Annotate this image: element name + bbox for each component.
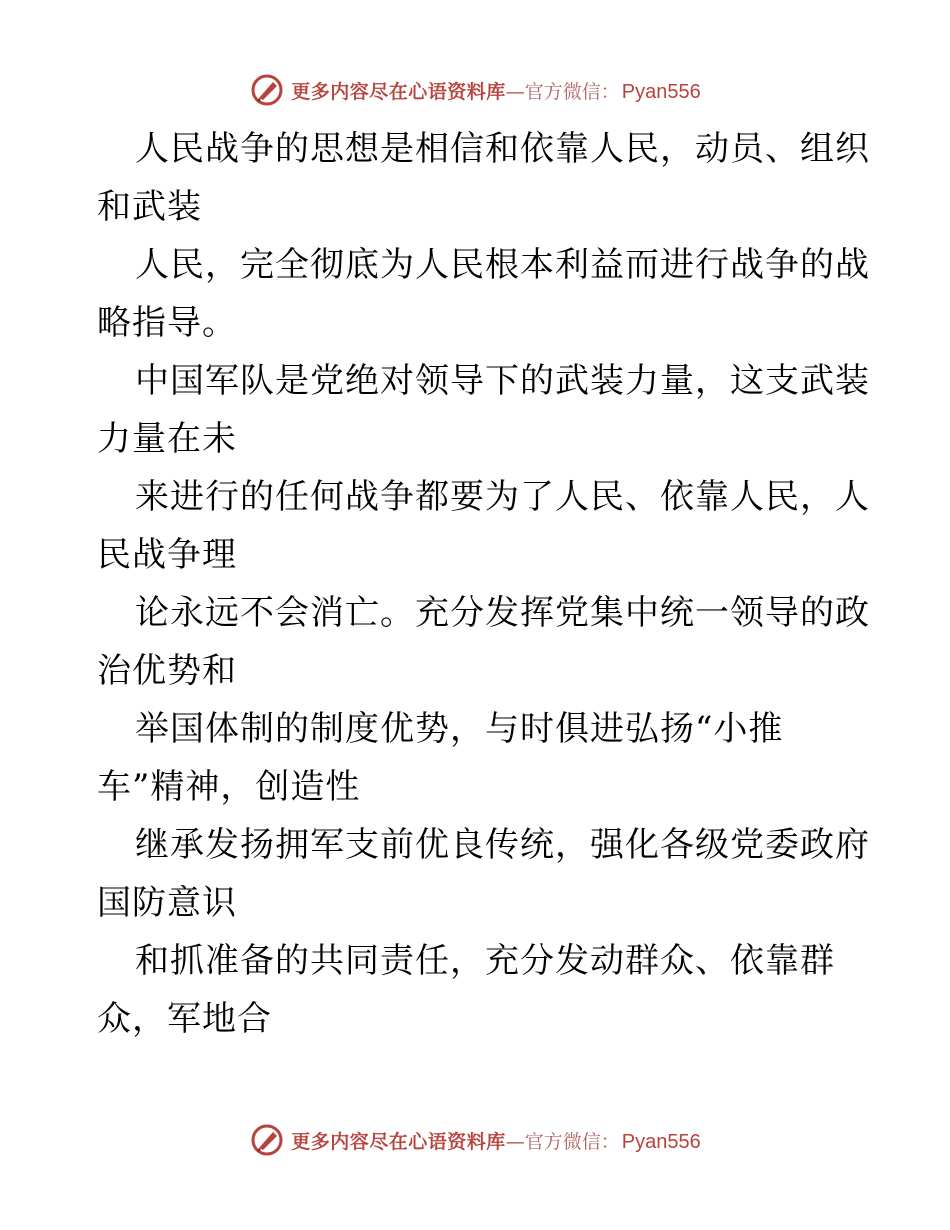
page-header — [0, 70, 950, 110]
body-line: 和抓准备的共同责任，充分发动群众、依靠群 — [135, 941, 835, 981]
footer-banner-sub: 官方微信： — [524, 1130, 620, 1153]
body-line: 人民，完全彻底为人民根本利益而进行战争的战 — [135, 245, 870, 285]
body-line: 国防意识 — [97, 883, 237, 923]
pen-logo-icon — [249, 72, 285, 108]
header-banner-dash: — — [505, 80, 525, 103]
body-line: 治优势和 — [97, 651, 237, 691]
footer-banner-main: 更多内容尽在心语资料库 — [291, 1130, 506, 1153]
body-line: 力量在未 — [97, 419, 237, 459]
footer-banner-id: Pyan556 — [621, 1130, 701, 1153]
footer-banner — [291, 1127, 701, 1154]
body-line: 举国体制的制度优势，与时俱进弘扬“小推 — [135, 709, 784, 749]
header-banner-main: 更多内容尽在心语资料库 — [291, 80, 506, 103]
document-body — [97, 120, 870, 1048]
body-line: 继承发扬拥军支前优良传统，强化各级党委政府 — [135, 825, 870, 865]
footer-banner-dash: — — [505, 1130, 525, 1153]
page-footer — [0, 1120, 950, 1160]
header-banner — [291, 77, 701, 104]
body-line: 车”精神，创造性 — [97, 767, 361, 807]
body-line: 中国军队是党绝对领导下的武装力量，这支武装 — [135, 361, 870, 401]
body-line: 民战争理 — [97, 535, 237, 575]
pen-logo-icon — [249, 1122, 285, 1158]
body-line: 人民战争的思想是相信和依靠人民，动员、组织 — [135, 129, 870, 169]
header-banner-id: Pyan556 — [621, 80, 701, 103]
body-line: 众，军地合 — [97, 999, 272, 1039]
header-banner-sub: 官方微信： — [524, 80, 620, 103]
body-line: 和武装 — [97, 187, 202, 227]
body-line: 来进行的任何战争都要为了人民、依靠人民，人 — [135, 477, 870, 517]
body-line: 论永远不会消亡。充分发挥党集中统一领导的政 — [135, 593, 870, 633]
body-line: 略指导。 — [97, 303, 237, 343]
